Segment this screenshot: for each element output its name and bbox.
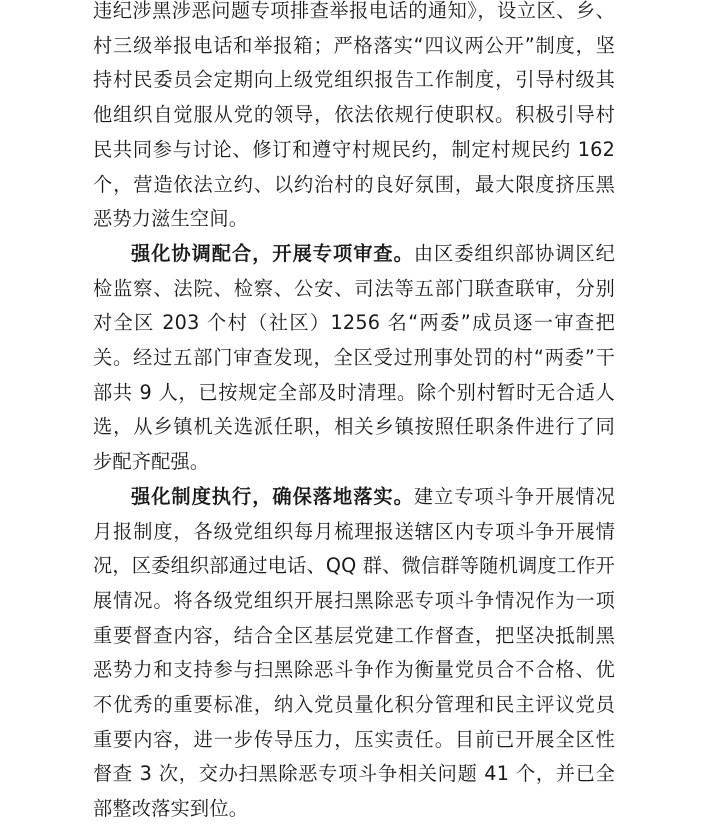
paragraph-lead: 强化协调配合，开展专项审查。: [131, 241, 414, 265]
paragraph-system-execution: [93, 480, 615, 827]
paragraph-text: 违纪涉黑涉恶问题专项排查举报电话的通知》，设立区、乡、村三级举报电话和举报箱；严格落实“四议两公开”制度，坚持村民委员会定期向上级党组织报告工作制度，引导村级其他组织自觉服从党的领导，依法依规行使职权。积极引导村民共同参与讨论、修订和遵守村规民约，制定村规民约 162 个，营造依法立约、以约治村的良好氛围，最大限度挤压黑恶势力滋生空间。: [93, 0, 615, 231]
paragraph-continued: [93, 0, 615, 237]
paragraph-text: 建立专项斗争开展情况月报制度，各级党组织每月梳理报送辖区内专项斗争开展情况，区委组织部通过电话、QQ 群、微信群等随机调度工作开展情况。将各级党组织开展扫黑除恶专项斗争情况作为一项重要督查内容，结合全区基层党建工作督查，把坚决抵制黑恶势力和支持参与扫黑除恶斗争作为衡量党员合不合格、优不优秀的重要标准，纳入党员量化积分管理和民主评议党员重要内容，进一步传导压力，压实责任。目前已开展全区性督查 3 次，交办扫黑除恶专项斗争相关问题 41 个，并已全部整改落实到位。: [93, 484, 615, 821]
paragraph-lead: 强化制度执行，确保落地落实。: [131, 484, 414, 508]
document-page: [93, 0, 615, 827]
paragraph-text: 由区委组织部协调区纪检监察、法院、检察、公安、司法等五部门联查联审，分别对全区 203 个村（社区）1256 名“两委”成员逐一审查把关。经过五部门审查发现，全区受过刑事处罚的村“两委”干部共 9 人，已按规定全部及时清理。除个别村暂时无合适人选，从乡镇机关选派任职，相关乡镇按照任职条件进行了同步配齐配强。: [93, 241, 615, 474]
paragraph-joint-review: [93, 237, 615, 480]
